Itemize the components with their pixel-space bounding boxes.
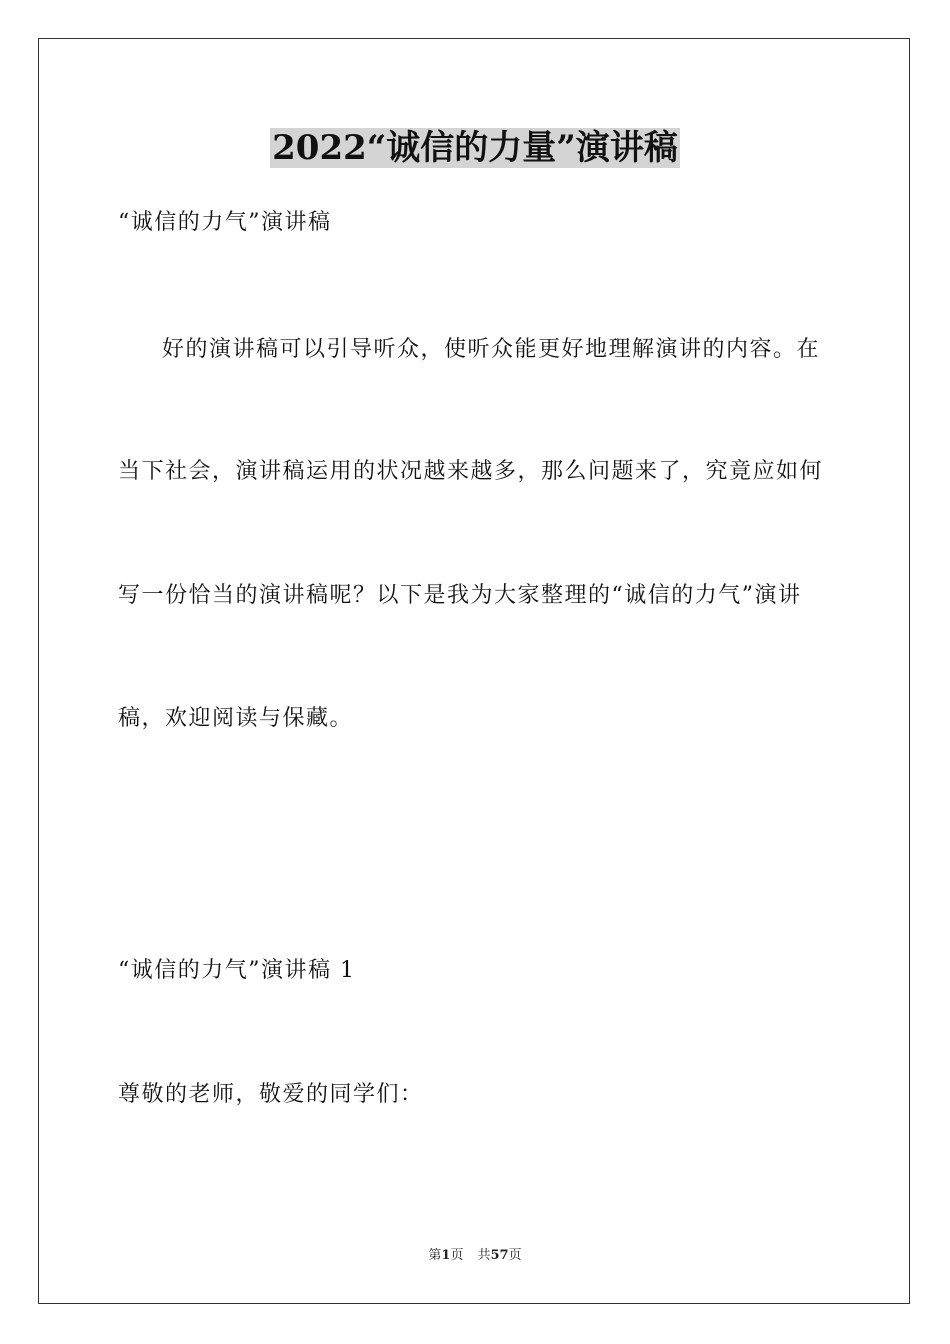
page-footer <box>0 1247 950 1265</box>
body-paragraph-line: 稿，欢迎阅读与保藏。 <box>118 706 354 731</box>
total-suffix: 页 <box>508 1248 522 1263</box>
salutation-line: 尊敬的老师，敬爱的同学们： <box>118 1082 424 1107</box>
body-paragraph-line: 好的演讲稿可以引导听众，使听众能更好地理解演讲的内容。在 <box>162 337 821 362</box>
document-title-text: 2022“诚信的力量”演讲稿 <box>272 128 678 168</box>
page-number: 1 <box>441 1248 451 1263</box>
total-prefix: 共 <box>477 1248 491 1263</box>
total-pages: 57 <box>490 1248 509 1263</box>
body-paragraph-line: 写一份恰当的演讲稿呢？以下是我为大家整理的“诚信的力气”演讲 <box>118 583 802 608</box>
page-suffix: 页 <box>450 1248 464 1263</box>
subtitle-line: “诚信的力气”演讲稿 <box>118 210 332 235</box>
document-title <box>0 124 950 172</box>
section-heading-line: “诚信的力气”演讲稿 1 <box>118 958 356 983</box>
page-prefix: 第 <box>428 1248 442 1263</box>
body-paragraph-line: 当下社会，演讲稿运用的状况越来越多，那么问题来了，究竟应如何 <box>118 459 824 484</box>
